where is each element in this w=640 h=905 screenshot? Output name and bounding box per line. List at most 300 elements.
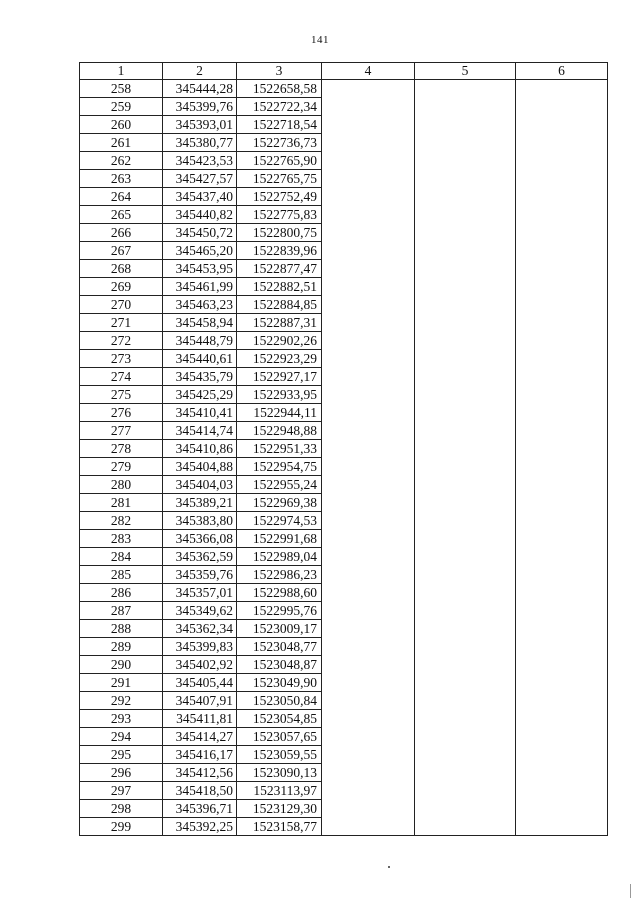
- table-row: [80, 710, 608, 728]
- empty-cell: [415, 530, 516, 548]
- x-coordinate-cell: 345435,79: [163, 368, 237, 386]
- empty-cell: [322, 134, 415, 152]
- table-row: [80, 296, 608, 314]
- point-number-cell: 290: [80, 656, 163, 674]
- point-number-cell: 265: [80, 206, 163, 224]
- empty-cell: [516, 656, 608, 674]
- y-coordinate-cell: 1522986,23: [237, 566, 322, 584]
- point-number-cell: 288: [80, 620, 163, 638]
- y-coordinate-cell: 1523057,65: [237, 728, 322, 746]
- y-coordinate-cell: 1523048,77: [237, 638, 322, 656]
- y-coordinate-cell: 1522988,60: [237, 584, 322, 602]
- empty-cell: [516, 116, 608, 134]
- y-coordinate-cell: 1522887,31: [237, 314, 322, 332]
- empty-cell: [415, 746, 516, 764]
- table-row: [80, 386, 608, 404]
- point-number-cell: 261: [80, 134, 163, 152]
- empty-cell: [415, 638, 516, 656]
- table-row: [80, 242, 608, 260]
- x-coordinate-cell: 345404,03: [163, 476, 237, 494]
- empty-cell: [516, 188, 608, 206]
- point-number-cell: 258: [80, 80, 163, 98]
- empty-cell: [322, 188, 415, 206]
- empty-cell: [322, 530, 415, 548]
- x-coordinate-cell: 345448,79: [163, 332, 237, 350]
- y-coordinate-cell: 1522718,54: [237, 116, 322, 134]
- empty-cell: [322, 494, 415, 512]
- y-coordinate-cell: 1522722,34: [237, 98, 322, 116]
- table-row: [80, 170, 608, 188]
- x-coordinate-cell: 345458,94: [163, 314, 237, 332]
- table-row: [80, 782, 608, 800]
- empty-cell: [322, 386, 415, 404]
- table-row: [80, 332, 608, 350]
- y-coordinate-cell: 1522752,49: [237, 188, 322, 206]
- y-coordinate-cell: 1522989,04: [237, 548, 322, 566]
- table-row: [80, 566, 608, 584]
- point-number-cell: 267: [80, 242, 163, 260]
- empty-cell: [322, 80, 415, 98]
- x-coordinate-cell: 345405,44: [163, 674, 237, 692]
- empty-cell: [415, 152, 516, 170]
- empty-cell: [516, 314, 608, 332]
- empty-cell: [415, 494, 516, 512]
- point-number-cell: 282: [80, 512, 163, 530]
- empty-cell: [322, 710, 415, 728]
- empty-cell: [415, 548, 516, 566]
- empty-cell: [415, 332, 516, 350]
- empty-cell: [516, 278, 608, 296]
- point-number-cell: 296: [80, 764, 163, 782]
- empty-cell: [516, 242, 608, 260]
- point-number-cell: 269: [80, 278, 163, 296]
- y-coordinate-cell: 1523059,55: [237, 746, 322, 764]
- empty-cell: [322, 206, 415, 224]
- y-coordinate-cell: 1523113,97: [237, 782, 322, 800]
- empty-cell: [415, 620, 516, 638]
- table-row: [80, 692, 608, 710]
- point-number-cell: 283: [80, 530, 163, 548]
- point-number-cell: 264: [80, 188, 163, 206]
- x-coordinate-cell: 345399,76: [163, 98, 237, 116]
- empty-cell: [516, 206, 608, 224]
- y-coordinate-cell: 1522948,88: [237, 422, 322, 440]
- empty-cell: [415, 116, 516, 134]
- y-coordinate-cell: 1523054,85: [237, 710, 322, 728]
- empty-cell: [415, 656, 516, 674]
- point-number-cell: 268: [80, 260, 163, 278]
- table-row: [80, 548, 608, 566]
- table-row: [80, 422, 608, 440]
- empty-cell: [415, 692, 516, 710]
- empty-cell: [322, 800, 415, 818]
- empty-cell: [415, 512, 516, 530]
- empty-cell: [516, 800, 608, 818]
- point-number-cell: 270: [80, 296, 163, 314]
- empty-cell: [322, 116, 415, 134]
- empty-cell: [516, 296, 608, 314]
- point-number-cell: 287: [80, 602, 163, 620]
- empty-cell: [415, 710, 516, 728]
- empty-cell: [516, 602, 608, 620]
- table-row: [80, 800, 608, 818]
- x-coordinate-cell: 345414,27: [163, 728, 237, 746]
- table-row: [80, 620, 608, 638]
- empty-cell: [415, 566, 516, 584]
- empty-cell: [516, 404, 608, 422]
- empty-cell: [415, 224, 516, 242]
- x-coordinate-cell: 345359,76: [163, 566, 237, 584]
- y-coordinate-cell: 1522884,85: [237, 296, 322, 314]
- x-coordinate-cell: 345463,23: [163, 296, 237, 314]
- empty-cell: [415, 242, 516, 260]
- empty-cell: [516, 386, 608, 404]
- empty-cell: [415, 134, 516, 152]
- empty-cell: [415, 206, 516, 224]
- table-row: [80, 458, 608, 476]
- empty-cell: [516, 710, 608, 728]
- y-coordinate-cell: 1522800,75: [237, 224, 322, 242]
- table-row: [80, 440, 608, 458]
- empty-cell: [415, 584, 516, 602]
- x-coordinate-cell: 345362,34: [163, 620, 237, 638]
- coordinates-table-container: [79, 62, 608, 836]
- empty-cell: [322, 764, 415, 782]
- table-row: [80, 476, 608, 494]
- x-coordinate-cell: 345349,62: [163, 602, 237, 620]
- x-coordinate-cell: 345410,41: [163, 404, 237, 422]
- empty-cell: [415, 422, 516, 440]
- empty-cell: [516, 746, 608, 764]
- point-number-cell: 285: [80, 566, 163, 584]
- point-number-cell: 279: [80, 458, 163, 476]
- empty-cell: [516, 674, 608, 692]
- empty-cell: [516, 584, 608, 602]
- x-coordinate-cell: 345396,71: [163, 800, 237, 818]
- y-coordinate-cell: 1522955,24: [237, 476, 322, 494]
- empty-cell: [516, 80, 608, 98]
- table-header-row: [80, 63, 608, 80]
- empty-cell: [322, 422, 415, 440]
- empty-cell: [516, 422, 608, 440]
- empty-cell: [322, 350, 415, 368]
- empty-cell: [516, 332, 608, 350]
- empty-cell: [322, 368, 415, 386]
- column-header: 1: [80, 63, 163, 80]
- empty-cell: [322, 602, 415, 620]
- point-number-cell: 260: [80, 116, 163, 134]
- point-number-cell: 275: [80, 386, 163, 404]
- y-coordinate-cell: 1523049,90: [237, 674, 322, 692]
- point-number-cell: 273: [80, 350, 163, 368]
- x-coordinate-cell: 345414,74: [163, 422, 237, 440]
- table-row: [80, 278, 608, 296]
- table-row: [80, 116, 608, 134]
- coordinates-table: [79, 62, 608, 836]
- empty-cell: [516, 620, 608, 638]
- point-number-cell: 295: [80, 746, 163, 764]
- point-number-cell: 299: [80, 818, 163, 836]
- y-coordinate-cell: 1522923,29: [237, 350, 322, 368]
- empty-cell: [415, 728, 516, 746]
- empty-cell: [322, 512, 415, 530]
- x-coordinate-cell: 345444,28: [163, 80, 237, 98]
- column-header: 4: [322, 63, 415, 80]
- table-row: [80, 206, 608, 224]
- y-coordinate-cell: 1522882,51: [237, 278, 322, 296]
- point-number-cell: 262: [80, 152, 163, 170]
- empty-cell: [415, 188, 516, 206]
- empty-cell: [516, 692, 608, 710]
- x-coordinate-cell: 345423,53: [163, 152, 237, 170]
- point-number-cell: 291: [80, 674, 163, 692]
- empty-cell: [322, 782, 415, 800]
- point-number-cell: 294: [80, 728, 163, 746]
- point-number-cell: 259: [80, 98, 163, 116]
- empty-cell: [322, 656, 415, 674]
- y-coordinate-cell: 1522765,75: [237, 170, 322, 188]
- y-coordinate-cell: 1522839,96: [237, 242, 322, 260]
- x-coordinate-cell: 345357,01: [163, 584, 237, 602]
- y-coordinate-cell: 1523009,17: [237, 620, 322, 638]
- table-row: [80, 224, 608, 242]
- empty-cell: [322, 314, 415, 332]
- empty-cell: [322, 242, 415, 260]
- table-row: [80, 674, 608, 692]
- empty-cell: [415, 80, 516, 98]
- column-header: 6: [516, 63, 608, 80]
- scan-edge-mark: [630, 884, 631, 898]
- point-number-cell: 271: [80, 314, 163, 332]
- empty-cell: [415, 350, 516, 368]
- empty-cell: [322, 152, 415, 170]
- point-number-cell: 293: [80, 710, 163, 728]
- empty-cell: [516, 764, 608, 782]
- empty-cell: [516, 134, 608, 152]
- empty-cell: [415, 386, 516, 404]
- x-coordinate-cell: 345418,50: [163, 782, 237, 800]
- empty-cell: [516, 224, 608, 242]
- y-coordinate-cell: 1522991,68: [237, 530, 322, 548]
- empty-cell: [415, 404, 516, 422]
- x-coordinate-cell: 345416,17: [163, 746, 237, 764]
- y-coordinate-cell: 1522969,38: [237, 494, 322, 512]
- empty-cell: [516, 638, 608, 656]
- empty-cell: [322, 692, 415, 710]
- empty-cell: [516, 260, 608, 278]
- y-coordinate-cell: 1522944,11: [237, 404, 322, 422]
- table-row: [80, 188, 608, 206]
- empty-cell: [322, 548, 415, 566]
- table-row: [80, 656, 608, 674]
- table-row: [80, 746, 608, 764]
- x-coordinate-cell: 345453,95: [163, 260, 237, 278]
- table-row: [80, 638, 608, 656]
- empty-cell: [415, 476, 516, 494]
- table-row: [80, 494, 608, 512]
- table-row: [80, 728, 608, 746]
- y-coordinate-cell: 1523090,13: [237, 764, 322, 782]
- x-coordinate-cell: 345399,83: [163, 638, 237, 656]
- empty-cell: [415, 98, 516, 116]
- empty-cell: [516, 368, 608, 386]
- column-header: 2: [163, 63, 237, 80]
- empty-cell: [322, 260, 415, 278]
- table-row: [80, 134, 608, 152]
- point-number-cell: 298: [80, 800, 163, 818]
- y-coordinate-cell: 1522902,26: [237, 332, 322, 350]
- empty-cell: [322, 98, 415, 116]
- table-row: [80, 260, 608, 278]
- empty-cell: [415, 458, 516, 476]
- table-row: [80, 368, 608, 386]
- point-number-cell: 276: [80, 404, 163, 422]
- empty-cell: [322, 728, 415, 746]
- x-coordinate-cell: 345425,29: [163, 386, 237, 404]
- table-body: [80, 80, 608, 836]
- empty-cell: [516, 152, 608, 170]
- x-coordinate-cell: 345412,56: [163, 764, 237, 782]
- empty-cell: [322, 224, 415, 242]
- empty-cell: [516, 476, 608, 494]
- point-number-cell: 274: [80, 368, 163, 386]
- x-coordinate-cell: 345440,82: [163, 206, 237, 224]
- y-coordinate-cell: 1523048,87: [237, 656, 322, 674]
- x-coordinate-cell: 345411,81: [163, 710, 237, 728]
- empty-cell: [516, 782, 608, 800]
- point-number-cell: 280: [80, 476, 163, 494]
- scan-speck: [388, 866, 390, 868]
- empty-cell: [415, 296, 516, 314]
- table-row: [80, 602, 608, 620]
- empty-cell: [322, 620, 415, 638]
- empty-cell: [415, 170, 516, 188]
- empty-cell: [516, 98, 608, 116]
- empty-cell: [415, 602, 516, 620]
- empty-cell: [322, 674, 415, 692]
- empty-cell: [516, 728, 608, 746]
- empty-cell: [516, 350, 608, 368]
- empty-cell: [415, 368, 516, 386]
- empty-cell: [415, 260, 516, 278]
- empty-cell: [516, 494, 608, 512]
- x-coordinate-cell: 345407,91: [163, 692, 237, 710]
- y-coordinate-cell: 1522927,17: [237, 368, 322, 386]
- page-number: 141: [311, 34, 329, 46]
- empty-cell: [415, 674, 516, 692]
- empty-cell: [322, 584, 415, 602]
- table-row: [80, 584, 608, 602]
- x-coordinate-cell: 345362,59: [163, 548, 237, 566]
- empty-cell: [322, 638, 415, 656]
- y-coordinate-cell: 1522951,33: [237, 440, 322, 458]
- empty-cell: [415, 314, 516, 332]
- empty-cell: [415, 278, 516, 296]
- empty-cell: [516, 530, 608, 548]
- point-number-cell: 297: [80, 782, 163, 800]
- point-number-cell: 278: [80, 440, 163, 458]
- empty-cell: [322, 278, 415, 296]
- y-coordinate-cell: 1522995,76: [237, 602, 322, 620]
- table-row: [80, 314, 608, 332]
- point-number-cell: 277: [80, 422, 163, 440]
- x-coordinate-cell: 345410,86: [163, 440, 237, 458]
- x-coordinate-cell: 345461,99: [163, 278, 237, 296]
- y-coordinate-cell: 1523050,84: [237, 692, 322, 710]
- empty-cell: [516, 440, 608, 458]
- y-coordinate-cell: 1522974,53: [237, 512, 322, 530]
- point-number-cell: 286: [80, 584, 163, 602]
- empty-cell: [516, 548, 608, 566]
- empty-cell: [516, 818, 608, 836]
- empty-cell: [415, 440, 516, 458]
- table-row: [80, 152, 608, 170]
- x-coordinate-cell: 345402,92: [163, 656, 237, 674]
- empty-cell: [415, 782, 516, 800]
- x-coordinate-cell: 345427,57: [163, 170, 237, 188]
- empty-cell: [415, 800, 516, 818]
- empty-cell: [322, 746, 415, 764]
- empty-cell: [322, 818, 415, 836]
- point-number-cell: 289: [80, 638, 163, 656]
- y-coordinate-cell: 1522877,47: [237, 260, 322, 278]
- table-row: [80, 80, 608, 98]
- table-row: [80, 530, 608, 548]
- x-coordinate-cell: 345440,61: [163, 350, 237, 368]
- table-row: [80, 404, 608, 422]
- x-coordinate-cell: 345404,88: [163, 458, 237, 476]
- empty-cell: [322, 170, 415, 188]
- column-header: 3: [237, 63, 322, 80]
- x-coordinate-cell: 345392,25: [163, 818, 237, 836]
- point-number-cell: 263: [80, 170, 163, 188]
- y-coordinate-cell: 1522736,73: [237, 134, 322, 152]
- empty-cell: [415, 818, 516, 836]
- empty-cell: [516, 566, 608, 584]
- x-coordinate-cell: 345389,21: [163, 494, 237, 512]
- y-coordinate-cell: 1522765,90: [237, 152, 322, 170]
- point-number-cell: 266: [80, 224, 163, 242]
- y-coordinate-cell: 1522933,95: [237, 386, 322, 404]
- empty-cell: [516, 512, 608, 530]
- table-row: [80, 98, 608, 116]
- column-header: 5: [415, 63, 516, 80]
- y-coordinate-cell: 1523158,77: [237, 818, 322, 836]
- point-number-cell: 281: [80, 494, 163, 512]
- empty-cell: [322, 296, 415, 314]
- x-coordinate-cell: 345383,80: [163, 512, 237, 530]
- empty-cell: [415, 764, 516, 782]
- table-row: [80, 350, 608, 368]
- y-coordinate-cell: 1522658,58: [237, 80, 322, 98]
- y-coordinate-cell: 1522775,83: [237, 206, 322, 224]
- empty-cell: [516, 170, 608, 188]
- empty-cell: [322, 566, 415, 584]
- empty-cell: [322, 440, 415, 458]
- x-coordinate-cell: 345465,20: [163, 242, 237, 260]
- table-row: [80, 818, 608, 836]
- empty-cell: [322, 332, 415, 350]
- table-row: [80, 764, 608, 782]
- empty-cell: [516, 458, 608, 476]
- x-coordinate-cell: 345450,72: [163, 224, 237, 242]
- empty-cell: [322, 458, 415, 476]
- empty-cell: [322, 476, 415, 494]
- point-number-cell: 292: [80, 692, 163, 710]
- x-coordinate-cell: 345380,77: [163, 134, 237, 152]
- point-number-cell: 272: [80, 332, 163, 350]
- point-number-cell: 284: [80, 548, 163, 566]
